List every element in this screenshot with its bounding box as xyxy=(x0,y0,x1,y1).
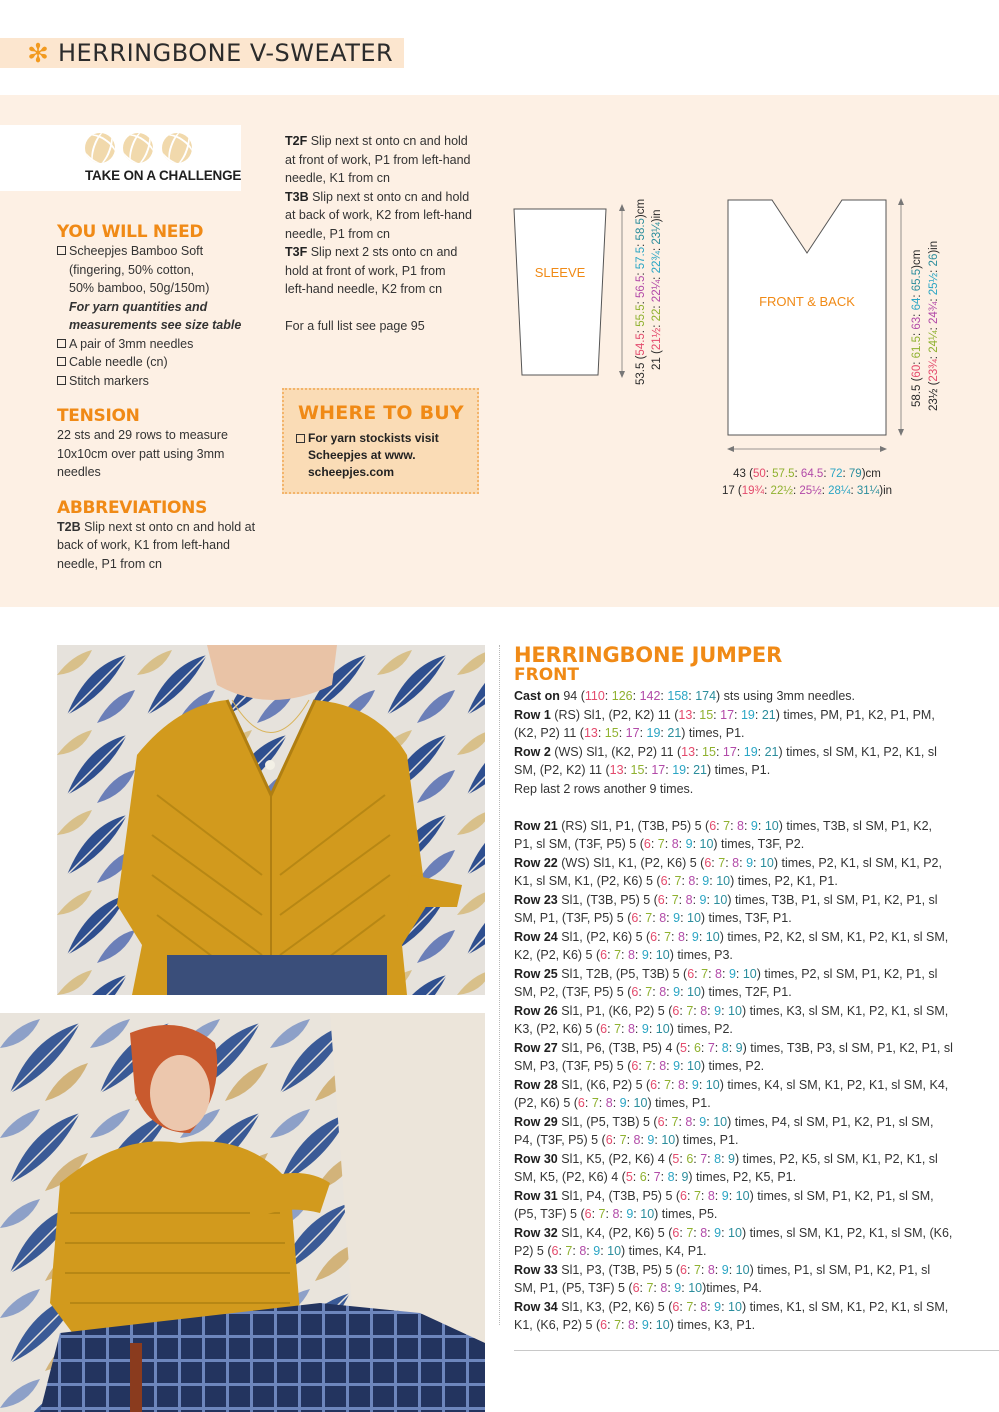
list-item: Cable needle (cn) xyxy=(57,353,262,372)
body-shape xyxy=(728,200,886,435)
pattern-row: Row 2 (WS) Sl1, (K2, P2) 11 (13: 15: 17: 19: 21) times, sl SM, K1, P2, K1, sl SM, (P2, K2) 11 (13: 15: 17: 19: 21) times, P1. xyxy=(514,744,937,777)
measurement-segment: : xyxy=(823,468,830,480)
arrow-head-icon xyxy=(898,198,904,205)
pattern-row: Row 31 Sl1, P4, (T3B, P5) 5 (6: 7: 8: 9: 10) times, sl SM, P1, K2, P1, sl SM, (P5, T3F) 5 (6: 7: 8: 9: 10) times, P5. xyxy=(514,1188,934,1221)
tension-text: needles xyxy=(57,465,101,479)
yarn-ball-icon xyxy=(85,133,115,163)
pattern-row: Rep last 2 rows another 9 times. xyxy=(514,781,694,796)
measurement-segment: 64.5 xyxy=(800,468,824,480)
measurement-segment: : xyxy=(792,485,800,497)
measurement-segment: : xyxy=(765,468,773,480)
abbreviation-t2b: T2B Slip next st onto cn and hold at xyxy=(57,519,256,534)
abbreviation-text: needle, P1 from cn xyxy=(285,226,390,241)
checkbox-icon xyxy=(57,376,66,385)
measurement-segment: : xyxy=(842,468,849,480)
yarn-note: measurements see size table xyxy=(69,318,242,332)
measurement-segment: 60 xyxy=(911,364,923,378)
measurement-segment: : xyxy=(821,485,829,497)
pattern-row: Cast on 94 (110: 126: 142: 158: 174) sts using 3mm needles. xyxy=(514,689,855,703)
arrow-head-icon xyxy=(619,204,625,211)
measurement-segment: : xyxy=(764,485,771,497)
title-bar xyxy=(0,38,404,68)
body-width-cm xyxy=(733,468,881,480)
measurement-segment: 63 xyxy=(911,316,923,330)
pattern-row: Row 30 Sl1, K5, (P2, K6) 4 (5: 6: 7: 8: 9) times, P2, K5, sl SM, K1, P2, K1, sl SM, K5, (P2, K6) 4 (5: 6: 7: 8: 9) times, P2, K5, P1. xyxy=(514,1151,938,1184)
measurement-segment: )cm xyxy=(861,468,881,480)
pattern-row: Row 23 Sl1, (T3B, P5) 5 (6: 7: 8: 9: 10) times, T3B, P1, sl SM, P1, K2, P1, sl SM, P1, (T3F, P5) 5 (6: 7: 8: 9: 10) times, T3F, P1. xyxy=(514,892,938,925)
measurement-segment: 23¼ xyxy=(651,222,663,245)
pattern-row: Row 1 (RS) Sl1, (P2, K2) 11 (13: 15: 17: 19: 21) times, PM, P1, K2, P1, PM, (K2, P2) 11 (13: 15: 17: 19: 21) times, P1. xyxy=(514,707,935,740)
measurement-segment: 22¼ xyxy=(651,279,663,303)
full-list-reference: For a full list see page 95 xyxy=(285,318,425,333)
measurement-segment: : xyxy=(928,295,940,302)
sleeve-length-in xyxy=(651,209,663,370)
challenge-label: TAKE ON A CHALLENGE xyxy=(85,168,242,183)
measurement-segment: : xyxy=(651,302,663,309)
yarn-ball-icon xyxy=(162,133,192,163)
checkbox-icon xyxy=(57,357,66,366)
measurement-segment: 21 ( xyxy=(651,350,663,370)
tension-heading: TENSION xyxy=(57,406,140,426)
measurement-segment: 26 xyxy=(928,253,940,267)
pattern-row: Row 29 Sl1, (P5, T3B) 5 (6: 7: 8: 9: 10) times, P4, sl SM, P1, K2, P1, sl SM, P4, (T3F, P5) 5 (6: 7: 8: 9: 10) times, P1. xyxy=(514,1114,934,1147)
abbreviation-text: left-hand needle, K2 from cn xyxy=(285,282,443,296)
measurement-segment: 61.5 xyxy=(911,336,923,359)
yarn-ball-icon xyxy=(123,133,153,163)
body-label: FRONT & BACK xyxy=(759,294,855,309)
model-seated-photo xyxy=(0,1013,485,1412)
section-subheading: FRONT xyxy=(514,665,579,685)
measurement-segment: : xyxy=(928,324,940,331)
pattern-row: Row 25 Sl1, T2B, (P5, T3B) 5 (6: 7: 8: 9: 10) times, P2, sl SM, P1, K2, P1, sl SM, P2, (T3F, P5) 5 (6: 7: 8: 9: 10) times, T2F, P1. xyxy=(514,966,938,999)
measurement-segment: )cm xyxy=(911,249,923,269)
measurement-segment: : xyxy=(911,291,923,298)
yarn-detail: 50% bamboo, 50g/150m) xyxy=(69,281,210,295)
list-item: Stitch markers xyxy=(57,372,262,391)
body-width-in xyxy=(722,485,892,497)
abbreviation-text: at back of work, K2 from left-hand xyxy=(285,208,472,222)
tension-text: 10x10cm over patt using 3mm xyxy=(57,446,225,461)
pattern-row: Row 21 (RS) Sl1, P1, (T3B, P5) 5 (6: 7: 8: 9: 10) times, T3B, sl SM, P1, K2, P1, sl SM, (T3F, P5) 5 (6: 7: 8: 9: 10) times, T3F, P2. xyxy=(514,818,933,851)
measurement-segment: 25½ xyxy=(928,272,940,296)
measurement-segment: 22 xyxy=(651,308,663,322)
abbreviation-text: hold at front of work, P1 from xyxy=(285,263,446,278)
pattern-row: Row 28 Sl1, (K6, P2) 5 (6: 7: 8: 9: 10) times, K4, sl SM, K1, P2, K1, sl SM, K4, (P2, K6) 5 (6: 7: 8: 9: 10) times, P1. xyxy=(514,1077,949,1110)
measurement-segment: : xyxy=(635,240,647,247)
abbreviation-t3b: T3B Slip next st onto cn and hold xyxy=(285,189,470,204)
abbreviation-text: needle, K1 from cn xyxy=(285,171,390,185)
measurement-segment: 72 xyxy=(829,468,843,480)
pattern-row: Row 26 Sl1, P1, (K6, P2) 5 (6: 7: 8: 9: 10) times, K3, sl SM, K1, P2, K1, sl SM, K3, (P2, K6) 5 (6: 7: 8: 9: 10) times, P2. xyxy=(514,1003,949,1036)
abbreviation-text: at front of work, P1 from left-hand xyxy=(285,152,471,167)
measurement-segment: 54.5 xyxy=(635,333,647,356)
measurement-segment: : xyxy=(911,329,923,336)
measurement-segment: 58.5 ( xyxy=(911,377,923,407)
arrow-head-icon xyxy=(880,446,887,452)
column-divider xyxy=(499,645,500,1325)
measurement-segment: : xyxy=(911,310,923,317)
measurement-segment: 23¾ xyxy=(928,359,940,382)
measurement-segment: 57.5 xyxy=(635,246,647,270)
measurement-segment: 23½ ( xyxy=(928,381,940,411)
yarn-detail: (fingering, 50% cotton, xyxy=(69,262,195,277)
measurement-segment: : xyxy=(928,266,940,273)
measurement-segment: 22¾ xyxy=(651,251,663,274)
where-to-buy-text: For yarn stockists visit Scheepjes at www. scheepjes.com xyxy=(296,430,471,481)
pattern-row: Row 27 Sl1, P6, (T3B, P5) 4 (5: 6: 7: 8: 9) times, T3B, P3, sl SM, P1, K2, P1, sl SM, P3, (T3F, P5) 5 (6: 7: 8: 9: 10) times, P2. xyxy=(514,1040,953,1073)
abbreviation-t2f: T2F Slip next st onto cn and hold xyxy=(285,134,468,148)
measurement-segment: 17 ( xyxy=(721,485,742,497)
pattern-row: Row 24 Sl1, (P2, K6) 5 (6: 7: 8: 9: 10) times, P2, K2, sl SM, K1, P2, K1, sl SM, K2, (P2, K6) 5 (6: 7: 8: 9: 10) times, P3. xyxy=(514,929,949,962)
measurement-segment: 64 xyxy=(911,297,923,311)
abbreviation-text: back of work, K1 from left-hand xyxy=(57,538,230,552)
measurement-segment: 65.5 xyxy=(911,268,923,292)
checkbox-icon xyxy=(296,434,305,443)
measurement-segment: : xyxy=(635,298,647,305)
garment-schematic xyxy=(500,185,999,515)
measurement-segment: 22½ xyxy=(770,485,793,497)
measurement-segment: 21½ xyxy=(651,327,663,351)
measurement-segment: )in xyxy=(651,209,663,223)
yarn-note: For yarn quantities and xyxy=(69,299,208,314)
section-heading: HERRINGBONE JUMPER xyxy=(514,643,783,667)
measurement-segment: 53.5 ( xyxy=(635,355,647,385)
measurement-segment: )in xyxy=(879,485,893,497)
measurement-segment: 55.5 xyxy=(635,304,647,327)
measurement-segment: 31¼ xyxy=(856,485,880,497)
pattern-instructions xyxy=(514,687,954,1335)
measurement-segment: )in xyxy=(928,240,940,254)
checkbox-icon xyxy=(57,246,66,255)
measurement-segment: )cm xyxy=(635,198,647,219)
tension-text: 22 sts and 29 rows to measure xyxy=(57,428,228,442)
measurement-segment: 19¾ xyxy=(741,485,765,497)
abbreviation-text: needle, P1 from cn xyxy=(57,556,162,571)
left-column xyxy=(57,222,262,573)
measurement-segment: 58.5 xyxy=(635,218,647,241)
where-to-buy-box xyxy=(282,388,479,494)
abbreviation-t3f: T3F Slip next 2 sts onto cn and xyxy=(285,245,458,259)
measurement-segment: 56.5 xyxy=(635,275,647,299)
pattern-row: Row 34 Sl1, K3, (P2, K6) 5 (6: 7: 8: 9: 10) times, K1, sl SM, K1, P2, K1, sl SM, K1, (K6, P2) 5 (6: 7: 8: 9: 10) times, K3, P1. xyxy=(514,1299,949,1332)
measurement-segment: : xyxy=(651,244,663,252)
asterisk-icon: ✻ xyxy=(27,38,49,68)
sleeve-shape xyxy=(514,209,606,375)
measurement-segment: : xyxy=(635,326,647,334)
page-title: HERRINGBONE V-SWEATER xyxy=(58,39,394,67)
checkbox-icon xyxy=(57,339,66,348)
middle-column xyxy=(285,132,485,335)
body-length-in xyxy=(928,241,940,411)
model-seated-photo-image xyxy=(0,1013,485,1412)
pattern-row: Row 33 Sl1, P3, (T3B, P5) 5 (6: 7: 8: 9: 10) times, P1, sl SM, P1, K2, P1, sl SM, P1, (P5, T3F) 5 (6: 7: 8: 9: 10)times, P4. xyxy=(514,1262,931,1295)
where-to-buy-heading: WHERE TO BUY xyxy=(298,402,464,424)
model-front-photo xyxy=(57,645,485,995)
body-length-cm xyxy=(911,250,923,407)
list-item: Scheepjes Bamboo Soft xyxy=(57,242,262,261)
measurement-segment: : xyxy=(928,352,940,360)
measurement-segment: : xyxy=(635,269,647,276)
measurement-segment: 24¾ xyxy=(928,301,940,325)
measurement-segment: 50 xyxy=(752,468,766,480)
model-front-photo-image xyxy=(57,645,485,995)
abbreviations-heading: ABBREVIATIONS xyxy=(57,497,208,518)
measurement-segment: : xyxy=(794,468,801,480)
you-will-need-heading: YOU WILL NEED xyxy=(57,222,204,242)
measurement-segment: 43 ( xyxy=(733,468,753,480)
stockist-link[interactable]: scheepjes.com xyxy=(308,465,395,479)
measurement-segment: 25½ xyxy=(799,485,822,497)
measurement-segment: : xyxy=(850,485,857,497)
sleeve-length-cm xyxy=(635,199,647,385)
sleeve-label: SLEEVE xyxy=(534,265,586,280)
measurement-segment: 57.5 xyxy=(772,468,795,480)
pattern-row: Row 32 Sl1, K4, (P2, K6) 5 (6: 7: 8: 9: 10) times, sl SM, K1, P2, K1, sl SM, (K6, P2) 5 (6: 7: 8: 9: 10) times, K4, P1. xyxy=(514,1225,953,1258)
arrow-head-icon xyxy=(727,446,734,452)
measurement-segment: 28¼ xyxy=(828,485,851,497)
measurement-segment: 79 xyxy=(848,468,862,480)
arrow-head-icon xyxy=(898,429,904,436)
measurement-segment: 24¼ xyxy=(928,330,940,353)
pattern-row: Row 22 (WS) Sl1, K1, (P2, K6) 5 (6: 7: 8: 9: 10) times, P2, K1, sl SM, K1, P2, K1, sl SM, K1, (P2, K6) 5 (6: 7: 8: 9: 10) times, P2, K1, P1. xyxy=(514,855,942,888)
footer-divider xyxy=(514,1350,999,1351)
measurement-segment: : xyxy=(911,358,923,365)
arrow-head-icon xyxy=(619,371,625,378)
measurement-segment: : xyxy=(651,321,663,328)
measurement-segment: : xyxy=(651,273,663,280)
list-item: A pair of 3mm needles xyxy=(57,335,262,354)
